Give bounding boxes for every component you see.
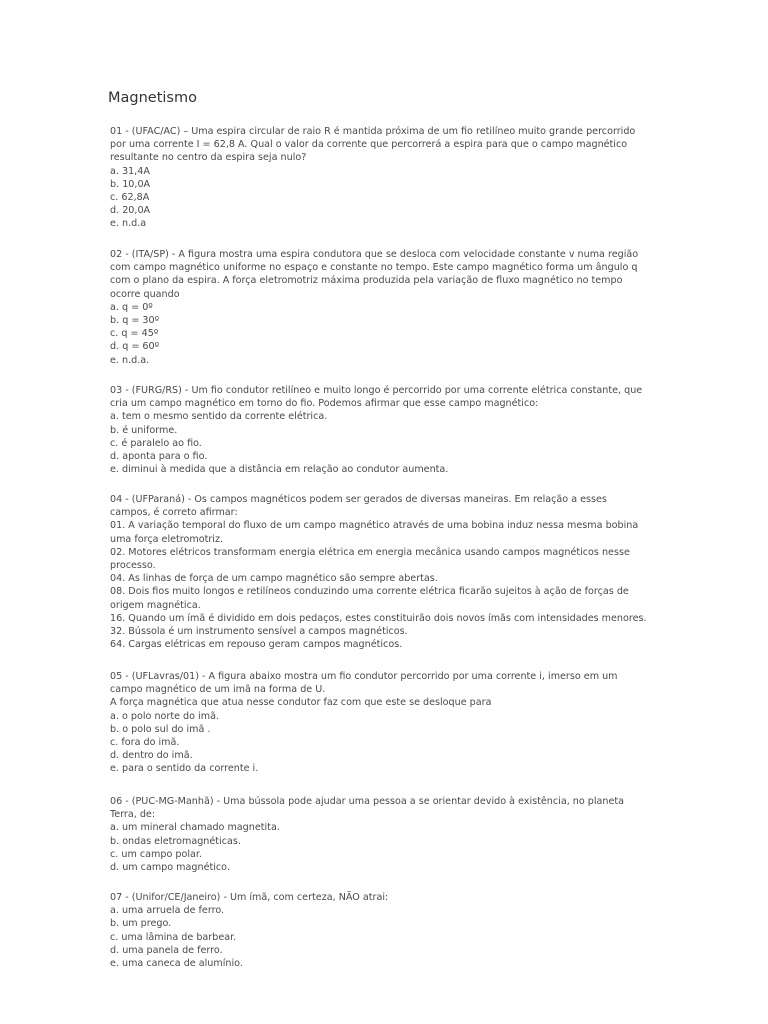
question-03-option: e. diminui à medida que a distância em relação ao condutor aumenta. <box>110 464 449 476</box>
question-02-line: com o plano da espira. A força eletromotriz máxima produzida pela variação de fluxo magnético no tempo <box>110 275 623 287</box>
question-03-option: d. aponta para o fio. <box>110 451 208 463</box>
question-03-line: cria um campo magnético em torno do fio. Podemos afirmar que esse campo magnético: <box>110 398 539 410</box>
question-06-option: b. ondas eletromagnéticas. <box>110 835 241 847</box>
question-07-line: 07 - (Unifor/CE/Janeiro) - Um ímã, com certeza, NÃO atrai: <box>110 892 389 903</box>
question-05-line: A força magnética que atua nesse condutor faz com que este se desloque para <box>110 697 492 709</box>
question-03-option: c. é paralelo ao fio. <box>110 437 202 449</box>
question-01-line: 01 - (UFAC/AC) – Uma espira circular de raio R é mantida próxima de um fio retilíneo muito grande percorrido <box>110 126 636 137</box>
question-01-option: b. 10,0A <box>110 178 151 190</box>
question-04-item: 01. A variação temporal do fluxo de um campo magnético através de uma bobina induz nessa mesma bobina <box>110 520 639 532</box>
question-03-option: b. é uniforme. <box>110 424 178 436</box>
question-04-item: uma força eletromotriz. <box>110 533 224 545</box>
question-05-option: a. o polo norte do imã. <box>110 710 219 722</box>
question-04-item: 08. Dois fios muito longos e retilíneos conduzindo uma corrente elétrica ficarão sujeitos à ação de forças de <box>110 586 629 598</box>
question-02-option: a. q = 0º <box>110 301 153 313</box>
question-02-option: c. q = 45º <box>110 328 159 340</box>
question-03-option: a. tem o mesmo sentido da corrente elétrica. <box>110 411 328 423</box>
question-05-line: campo magnético de um imã na forma de U. <box>110 684 326 696</box>
question-06-line: Terra, de: <box>110 809 156 821</box>
question-04-item: 32. Bússola é um instrumento sensível a campos magnéticos. <box>110 626 408 638</box>
question-04-item: 16. Quando um ímã é dividido em dois pedaços, estes constituirão dois novos ímãs com intensidades menores. <box>110 612 647 624</box>
question-04-item: 04. As linhas de força de um campo magnético são sempre abertas. <box>110 573 438 585</box>
question-05-option: d. dentro do imã. <box>110 750 193 762</box>
question-01-option: d. 20,0A <box>110 205 151 217</box>
question-01-option: a. 31,4A <box>110 165 150 177</box>
question-04 <box>110 493 670 651</box>
question-02-option: e. n.d.a. <box>110 354 150 366</box>
question-01-option: c. 62,8A <box>110 192 150 204</box>
question-06 <box>110 795 670 874</box>
question-05 <box>110 670 670 776</box>
question-01 <box>110 125 670 231</box>
question-07-option: c. uma lâmina de barbear. <box>110 931 237 943</box>
document-title: Magnetismo <box>108 90 197 106</box>
question-07-option: b. um prego. <box>110 918 172 930</box>
question-06-option: d. um campo magnético. <box>110 862 230 874</box>
question-04-line: campos, é correto afirmar: <box>110 507 238 519</box>
question-02-line: ocorre quando <box>110 288 180 300</box>
question-07-option: a. uma arruela de ferro. <box>110 905 225 917</box>
question-02 <box>110 248 670 367</box>
question-07-option: d. uma panela de ferro. <box>110 944 223 956</box>
question-01-line: resultante no centro da espira seja nulo? <box>110 152 307 164</box>
question-01-line: por uma corrente I = 62,8 A. Qual o valor da corrente que percorrerá a espira para que o campo magnético <box>110 139 628 151</box>
question-05-option: c. fora do imã. <box>110 737 180 749</box>
question-06-option: a. um mineral chamado magnetita. <box>110 822 280 834</box>
question-04-item: processo. <box>110 560 156 572</box>
question-05-option: e. para o sentido da corrente i. <box>110 763 259 775</box>
question-02-option: b. q = 30º <box>110 315 160 327</box>
question-02-line: 02 - (ITA/SP) - A figura mostra uma espira condutora que se desloca com velocidade constante v numa região <box>110 249 639 260</box>
question-07-option: e. uma caneca de alumínio. <box>110 958 243 970</box>
question-03 <box>110 384 670 476</box>
question-04-line: 04 - (UFParaná) - Os campos magnéticos podem ser gerados de diversas maneiras. Em relação a esses <box>110 494 607 505</box>
question-07 <box>110 891 670 970</box>
question-06-line: 06 - (PUC-MG-Manhã) - Uma bússola pode ajudar uma pessoa a se orientar devido à existência, no planeta <box>110 796 625 807</box>
question-02-line: com campo magnético uniforme no espaço e constante no tempo. Este campo magnético forma um ângulo q <box>110 262 638 274</box>
question-04-item: 02. Motores elétricos transformam energia elétrica em energia mecânica usando campos magnéticos nesse <box>110 546 630 558</box>
question-06-option: c. um campo polar. <box>110 848 202 860</box>
question-01-option: e. n.d.a <box>110 218 147 230</box>
question-04-item: origem magnética. <box>110 599 201 611</box>
question-05-option: b. o polo sul do imã . <box>110 723 211 735</box>
question-02-option: d. q = 60º <box>110 341 160 353</box>
question-04-item: 64. Cargas elétricas em repouso geram campos magnéticos. <box>110 639 403 651</box>
question-03-line: 03 - (FURG/RS) - Um fio condutor retilíneo e muito longo é percorrido por uma corrente elétrica constante, que <box>110 385 643 396</box>
question-05-line: 05 - (UFLavras/01) - A figura abaixo mostra um fio condutor percorrido por uma corrente i, imerso em um <box>110 671 618 682</box>
